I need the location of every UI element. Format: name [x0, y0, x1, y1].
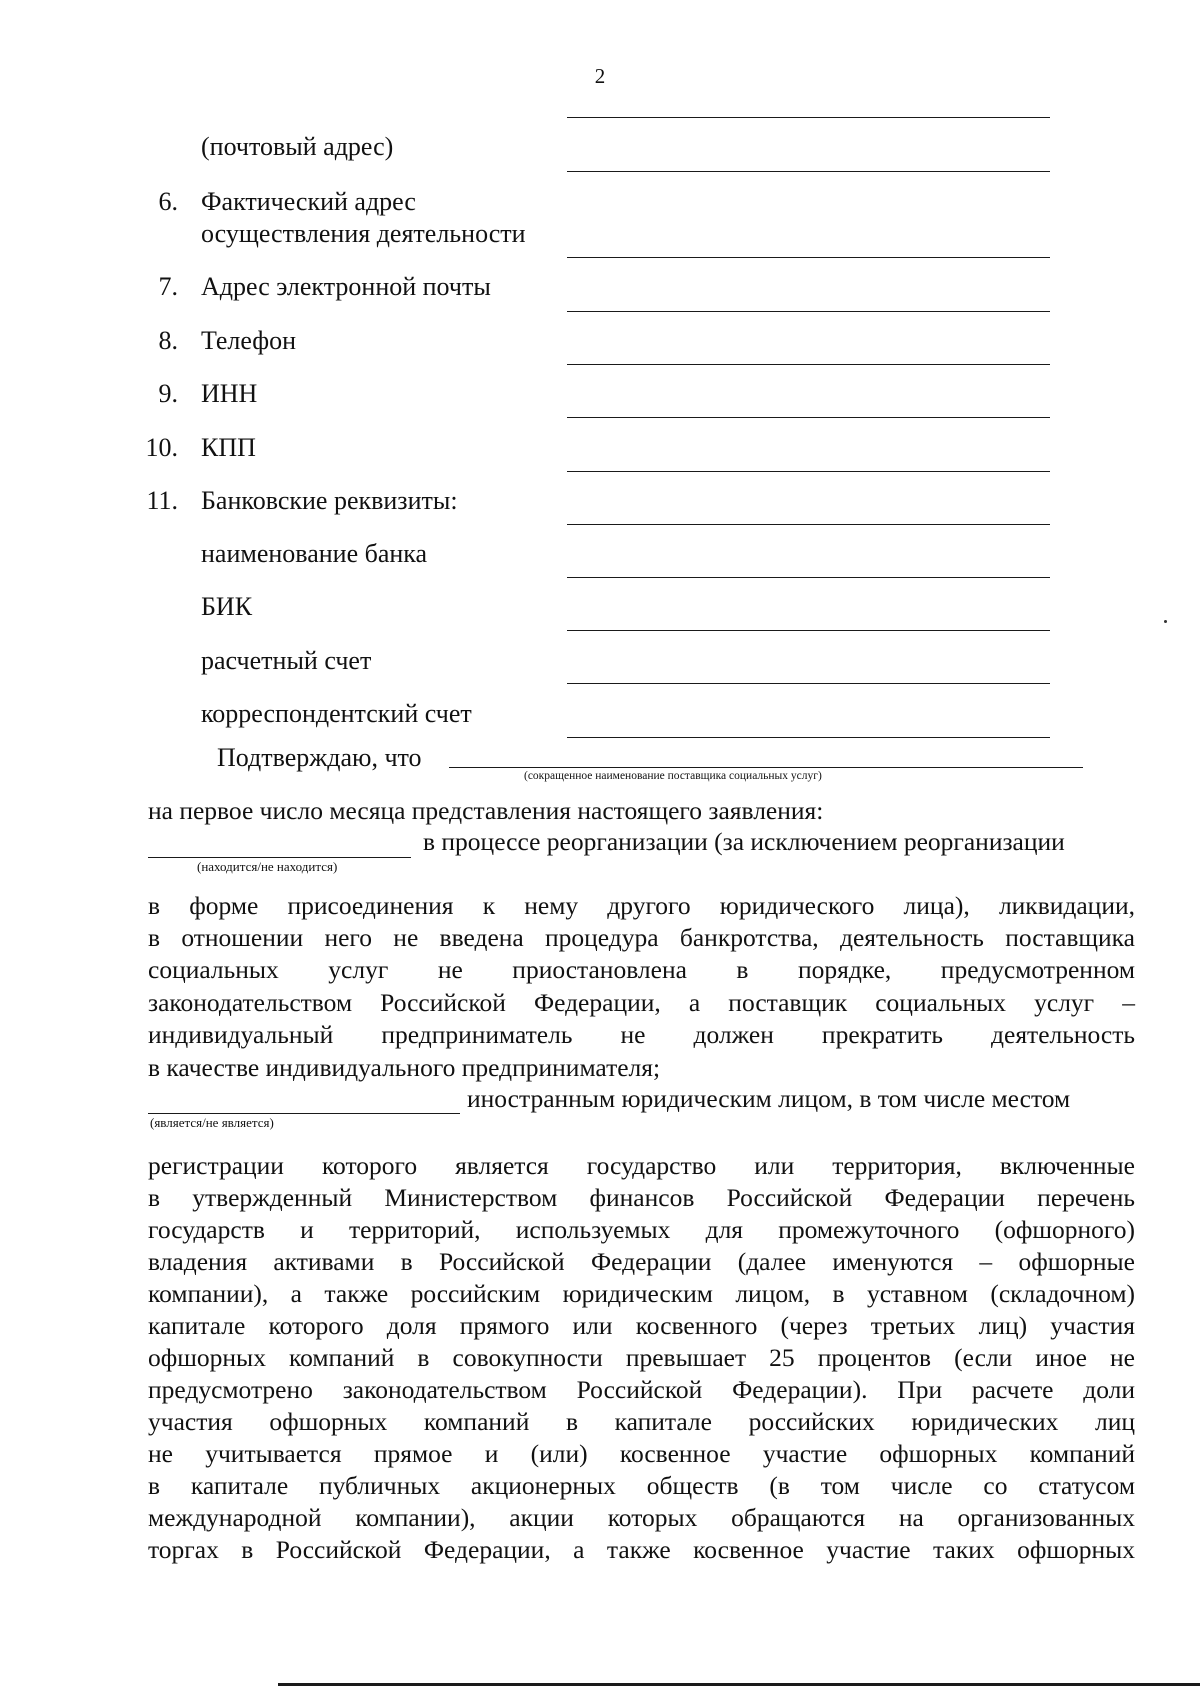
settlement-account-label: расчетный счет: [201, 646, 372, 675]
reorg-tail: в процессе реорганизации (за исключением реорганизации: [423, 827, 1065, 856]
fill-line: [567, 257, 1050, 258]
reorg-caption: (находится/не находится): [197, 859, 338, 874]
paragraph-line: в утвержденный Министерством финансов Российской Федерации перечень: [148, 1183, 1135, 1212]
provider-name-caption: (сокращенное наименование поставщика социальных услуг): [524, 770, 822, 782]
foreign-status-blank: [148, 1113, 460, 1114]
paragraph-line: владения активами в Российской Федерации (далее именуются – офшорные: [148, 1247, 1135, 1276]
paragraph-line: компании), а также российским юридическим лицом, в уставном (складочном): [148, 1279, 1135, 1308]
field-number: 9.: [158, 379, 178, 408]
paragraph-line: в капитале публичных акционерных обществ (в том числе со статусом: [148, 1471, 1135, 1500]
fill-line: [567, 311, 1050, 312]
paragraph-line: офшорных компаний в совокупности превышает 25 процентов (если иное не: [148, 1343, 1135, 1372]
phone-label: Телефон: [201, 326, 297, 355]
scan-bottom-edge: [278, 1683, 1200, 1686]
paragraph-line: законодательством Российской Федерации, а поставщик социальных услуг –: [148, 988, 1135, 1017]
correspondent-account-label: корреспондентский счет: [201, 699, 472, 728]
paragraph-line: капитале которого доля прямого или косвенного (через третьих лиц) участия: [148, 1311, 1135, 1340]
paragraph-line: социальных услуг не приостановлена в порядке, предусмотренном: [148, 955, 1135, 984]
fill-line: [567, 364, 1050, 365]
fill-line: [567, 630, 1050, 631]
bank-details-label: Банковские реквизиты:: [201, 486, 458, 515]
field-number: 7.: [158, 272, 178, 301]
fill-line: [567, 171, 1050, 172]
paragraph-line: регистрации которого является государство или территория, включенные: [148, 1151, 1135, 1180]
paragraph-line: в отношении него не введена процедура банкротства, деятельность поставщика: [148, 923, 1135, 952]
field-number: 8.: [158, 326, 178, 355]
kpp-label: КПП: [201, 433, 256, 462]
fill-line: [567, 417, 1050, 418]
paragraph-line: предусмотрено законодательством Российской Федерации). При расчете доли: [148, 1375, 1135, 1404]
inn-label: ИНН: [201, 379, 258, 408]
paragraph-line: международной компании), акции которых обращаются на организованных: [148, 1503, 1135, 1532]
fill-line: [567, 683, 1050, 684]
foreign-caption: (является/не является): [150, 1115, 274, 1130]
field-number: 6.: [158, 187, 178, 216]
fill-line: [567, 524, 1050, 525]
paragraph-line: в качестве индивидуального предпринимателя;: [148, 1053, 661, 1082]
paragraph-line: не учитывается прямое и (или) косвенное участие офшорных компаний: [148, 1439, 1135, 1468]
fill-line: [567, 577, 1050, 578]
intro-line: на первое число месяца представления настоящего заявления:: [148, 796, 824, 825]
paragraph-line: торгах в Российской Федерации, а также косвенное участие таких офшорных: [148, 1535, 1135, 1564]
paragraph-line: индивидуальный предприниматель не должен прекратить деятельность: [148, 1020, 1135, 1049]
field-number: 11.: [146, 486, 178, 515]
page-number: 2: [594, 64, 606, 88]
field-number: 10.: [145, 433, 178, 462]
bik-label: БИК: [201, 592, 253, 621]
fill-line: [567, 737, 1050, 738]
fill-line: [567, 471, 1050, 472]
reorg-status-blank: [148, 857, 411, 858]
provider-name-blank: [449, 767, 1083, 768]
paragraph-line: в форме присоединения к нему другого юридического лица), ликвидации,: [148, 891, 1135, 920]
paragraph-line: участия офшорных компаний в капитале российских юридических лиц: [148, 1407, 1135, 1436]
postal-address-label: (почтовый адрес): [201, 132, 394, 161]
actual-address-label-line1: Фактический адрес: [201, 187, 416, 216]
confirm-prefix: Подтверждаю, что: [217, 743, 422, 772]
email-label: Адрес электронной почты: [201, 272, 491, 301]
foreign-tail: иностранным юридическим лицом, в том числе местом: [467, 1084, 1071, 1113]
fill-line: [567, 117, 1050, 118]
bank-name-label: наименование банка: [201, 539, 428, 568]
paragraph-line: государств и территорий, используемых для промежуточного (офшорного): [148, 1215, 1135, 1244]
actual-address-label-line2: осуществления деятельности: [201, 219, 526, 248]
scan-speck: [1164, 620, 1167, 623]
